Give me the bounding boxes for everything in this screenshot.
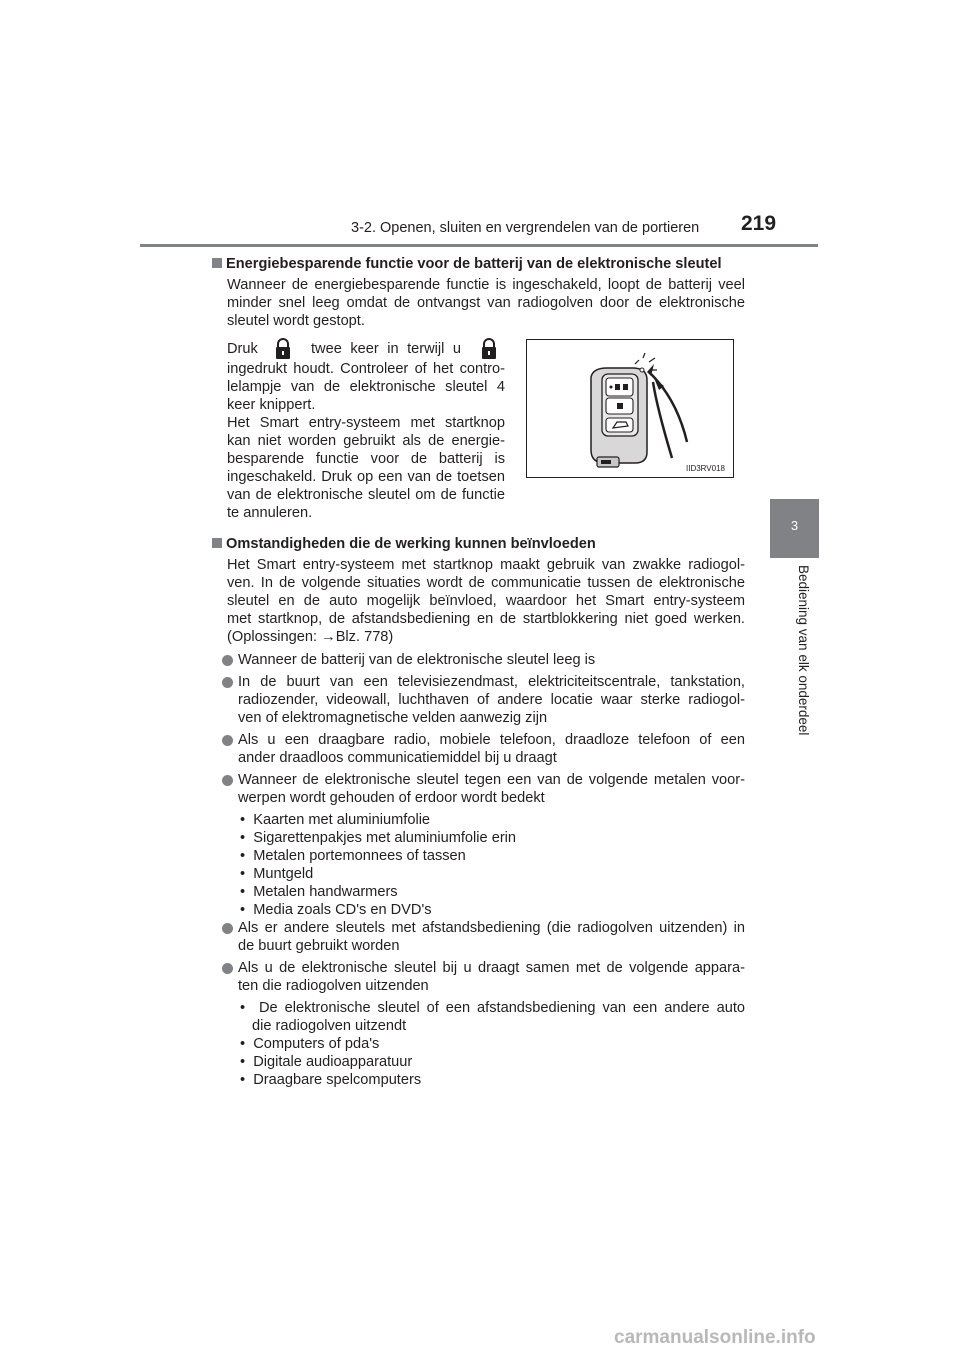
bullet-text: ander draadloos communicatiemiddel bij u draagt: [238, 750, 557, 766]
round-bullet-icon: [222, 677, 233, 688]
sub-list-text: Digitale audioapparatuur: [253, 1054, 413, 1070]
round-bullet-icon: [222, 735, 233, 746]
bullet-text: Als er andere sleutels met afstandsbediening (die radiogolven uitzenden) in: [238, 920, 745, 936]
sub-list-text: Muntgeld: [253, 866, 314, 882]
round-bullet-icon: [222, 655, 233, 666]
section2-intro-line: met startknop, de afstandsbediening en de startblokkering niet goed werken.: [227, 611, 745, 627]
bullet-text: In de buurt van een televisiezendmast, elektriciteitscentrale, tankstation,: [238, 674, 745, 690]
sub-list-item: • De elektronische sleutel of een afstandsbediening van een andere auto: [240, 1000, 746, 1016]
section1-intro-line: sleutel wordt gestopt.: [227, 313, 365, 329]
smart-key-illustration: [527, 340, 733, 477]
square-bullet-icon: [212, 538, 222, 548]
bullet-text: de buurt gebruikt worden: [238, 938, 400, 954]
section1-body-line: kan niet worden gebruikt als de energie-: [227, 433, 505, 449]
section2-intro-line: sleutel en de auto mogelijk beïnvloed, waardoor het Smart entry-systeem: [227, 593, 745, 609]
section1-body-line: besparende functie voor de batterij is: [227, 451, 505, 467]
section1-heading-text: Energiebesparende functie voor de batterij van de elektronische sleutel: [226, 256, 722, 272]
sub-list-text: Computers of pda's: [253, 1036, 380, 1052]
bullet-item: [238, 651, 595, 669]
section1-intro-line: minder snel leeg omdat de ontvangst van radiogolven door de elektronische: [227, 295, 745, 311]
sub-list-item: • Muntgeld: [240, 866, 314, 882]
bullet-item: [238, 771, 745, 789]
sub-list-item: • Metalen portemonnees of tassen: [240, 848, 466, 864]
section1-heading: [212, 255, 722, 273]
sub-list-item: • Sigarettenpakjes met aluminiumfolie erin: [240, 830, 517, 846]
bullet-text: Als u de elektronische sleutel bij u draagt samen met de volgende appara-: [238, 960, 745, 976]
section1-body-line: te annuleren.: [227, 505, 313, 521]
header-section-title: 3-2. Openen, sluiten en vergrendelen van de portieren: [351, 220, 700, 236]
side-tab-number: 3: [790, 518, 799, 533]
header-rule: [140, 244, 818, 247]
page-number: 219: [741, 212, 777, 235]
section1-intro-line: Wanneer de energiebesparende functie is ingeschakeld, loopt de batterij veel: [227, 277, 745, 293]
sub-list-text: Sigarettenpakjes met aluminiumfolie erin: [253, 830, 517, 846]
side-tab-label: Bediening van elk onderdeel: [796, 565, 811, 736]
sub-list-text: Kaarten met aluminiumfolie: [253, 812, 431, 828]
sub-list-item: • Metalen handwarmers: [240, 884, 398, 900]
sub-list-item: • Kaarten met aluminiumfolie: [240, 812, 431, 828]
section2-intro-line: Het Smart entry-systeem met startknop maakt gebruik van zwakke radiogol-: [227, 557, 745, 573]
section2-intro-line: (Oplossingen: →Blz. 778): [227, 629, 394, 645]
sub-list-item: • Media zoals CD's en DVD's: [240, 902, 432, 918]
bullet-item: [238, 919, 745, 937]
bullet-text: ten die radiogolven uitzenden: [238, 978, 429, 994]
sub-list-text: die radiogolven uitzendt: [252, 1018, 407, 1034]
bullet-text: radiozender, videowall, luchthaven of andere locatie waar sterke radiogol-: [238, 692, 745, 708]
section2-heading: [212, 535, 596, 553]
sub-list-text: Draagbare spelcomputers: [253, 1072, 422, 1088]
section1-body-line: van de elektronische sleutel om de functie: [227, 487, 505, 503]
smart-key-figure: [526, 339, 734, 478]
sub-list-text: Metalen handwarmers: [253, 884, 398, 900]
section1-body-line: ingedrukt houdt. Controleer of het contro-: [227, 361, 505, 377]
sub-list-text: Media zoals CD's en DVD's: [253, 902, 432, 918]
bullet-text: Als u een draagbare radio, mobiele telefoon, draadloze telefoon of een: [238, 732, 745, 748]
bullet-text: ven of elektromagnetische velden aanwezig zijn: [238, 710, 548, 726]
watermark: carmanualsonline.info: [614, 1327, 816, 1348]
figure-code: IID3RV018: [686, 464, 725, 473]
bullet-item: [238, 673, 745, 691]
sub-list-item: • Computers of pda's: [240, 1036, 380, 1052]
section1-body-line: Het Smart entry-systeem met startknop: [227, 415, 505, 431]
bullet-text: Wanneer de batterij van de elektronische sleutel leeg is: [238, 652, 596, 668]
round-bullet-icon: [222, 963, 233, 974]
round-bullet-icon: [222, 923, 233, 934]
bullet-text: Wanneer de elektronische sleutel tegen een van de volgende metalen voor-: [238, 772, 745, 788]
bullet-item: [238, 731, 745, 749]
bullet-text: werpen wordt gehouden of erdoor wordt bedekt: [238, 790, 545, 806]
section1-body-line: ingeschakeld. Druk op een van de toetsen: [227, 469, 505, 485]
druk-text: Druk: [227, 341, 258, 357]
section2-heading-text: Omstandigheden die de werking kunnen beïnvloeden: [226, 536, 596, 552]
twee-keer-text: twee keer in terwijl u: [311, 341, 461, 357]
sub-list-item: • Draagbare spelcomputers: [240, 1072, 422, 1088]
square-bullet-icon: [212, 258, 222, 268]
section2-intro-line: ven. In de volgende situaties wordt de communicatie tussen de elektronische: [227, 575, 745, 591]
sub-list-item: • Digitale audioapparatuur: [240, 1054, 413, 1070]
sub-list-text: Metalen portemonnees of tassen: [253, 848, 466, 864]
section1-body-line: lelampje van de elektronische sleutel 4: [227, 379, 505, 395]
sub-list-text: De elektronische sleutel of een afstandsbediening van een andere auto: [259, 1000, 746, 1016]
section1-body-line: keer knippert.: [227, 397, 316, 413]
bullet-item: [238, 959, 745, 977]
round-bullet-icon: [222, 775, 233, 786]
